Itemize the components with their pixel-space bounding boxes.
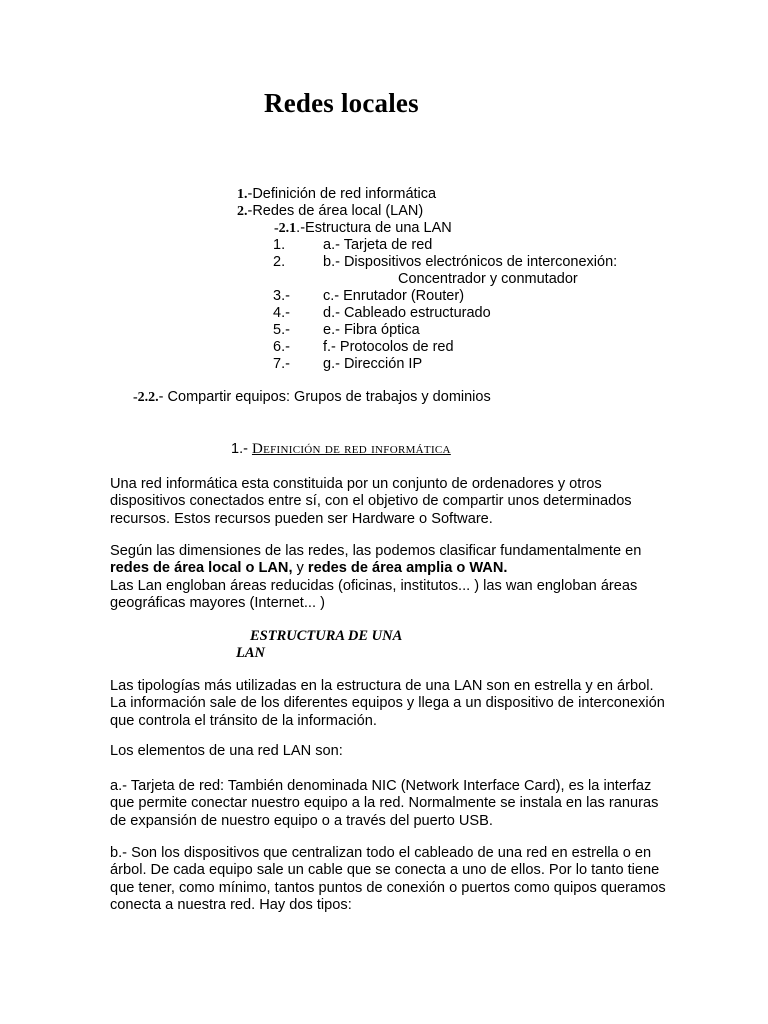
paragraph-elements-intro: Los elementos de una red LAN son: [110, 743, 343, 759]
paragraph-lan-wan: Las Lan engloban áreas reducidas (oficinas, institutos... ) las wan engloban áreas geográficas mayores (Internet... ) [110, 578, 638, 612]
toc-item-c: 3.- c.- Enrutador (Router) [273, 288, 465, 304]
section-heading-structure: ESTRUCTURA DE UNA LAN [236, 628, 403, 661]
paragraph-devices: b.- Son los dispositivos que centralizan todo el cableado de una red en estrella o en árbol. De cada equipo sale un cable que se conecta a uno de ellos. Por lo tanto tiene que tener, como mínimo, tantos puntos de conexión o puertos como quipos queramos conecta a nuestra red. Hay dos tipos: [110, 845, 666, 914]
toc-item-2-2: -2.2.- Compartir equipos: Grupos de trabajos y dominios [133, 389, 491, 405]
paragraph-definition: Una red informática esta constituida por un conjunto de ordenadores y otros dispositivos conectados entre sí, con el objetivo de compartir unos determinados recursos. Estos recursos pueden ser Hardware o Software. [110, 476, 632, 527]
paragraph-topologies: Las tipologías más utilizadas en la estructura de una LAN son en estrella y en árbol. La información sale de los diferentes equipos y llega a un dispositivo de interconexión que controla el tránsito de la información. [110, 678, 665, 729]
toc-item-b: 2. b.- Dispositivos electrónicos de interconexión: [273, 254, 618, 270]
toc-item-f: 6.- f.- Protocolos de red [273, 339, 454, 355]
toc-item-g: 7.- g.- Dirección IP [273, 356, 423, 372]
toc-item-b-sub: Concentrador y conmutador [398, 271, 578, 287]
section-heading-definition: 1.- Definición de red informática [231, 441, 451, 457]
toc-item-1: 1.-Definición de red informática [237, 186, 437, 202]
paragraph-classification: Según las dimensiones de las redes, las podemos clasificar fundamentalmente en redes de área local o LAN, y redes de área amplia o WAN. [110, 543, 642, 577]
toc-item-2: 2.-Redes de área local (LAN) [237, 203, 424, 219]
toc-item-d: 4.- d.- Cableado estructurado [273, 305, 491, 321]
document-title: Redes locales [264, 88, 419, 118]
paragraph-network-card: a.- Tarjeta de red: También denominada NIC (Network Interface Card), es la interfaz que permite conectar nuestro equipo a la red. Normalmente se instala en las ranuras de expansión de nuestro equipo o a través del puerto USB. [110, 778, 659, 829]
toc-item-e: 5.- e.- Fibra óptica [273, 322, 420, 338]
toc-item-2-1: -2.1.-Estructura de una LAN [274, 220, 452, 236]
toc-item-a: 1. a.- Tarjeta de red [273, 237, 433, 253]
